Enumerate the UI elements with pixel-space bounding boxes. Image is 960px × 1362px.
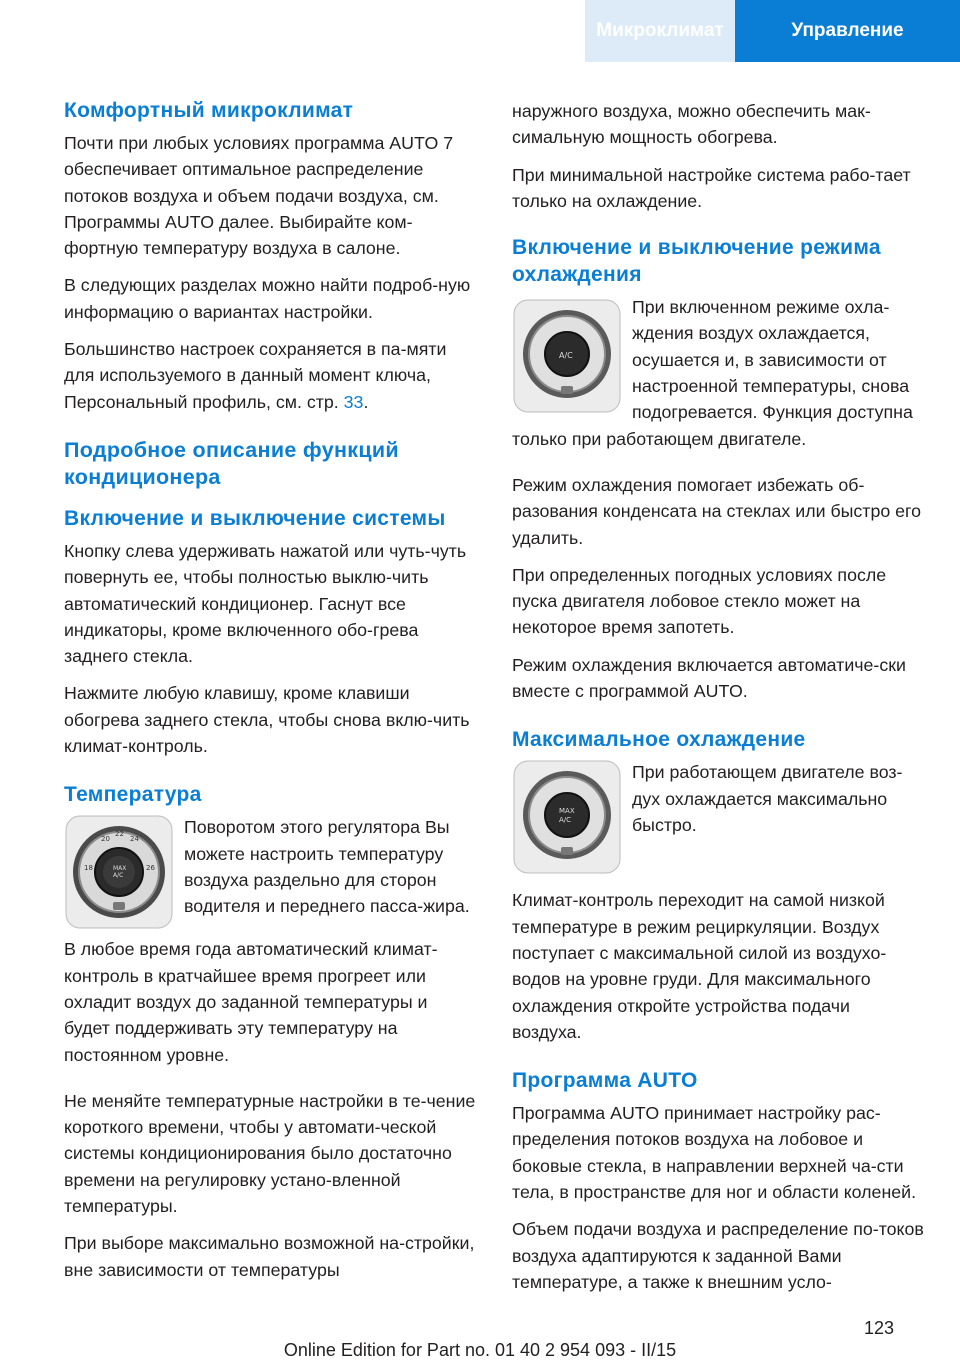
paragraph-end: . <box>363 391 369 412</box>
tab-chapter: Управление <box>735 0 960 62</box>
paragraph: При включенном режиме охла-ждения воздух охлаждается, осушается и, в зависимости от настроенной температуры, снова подогревается. Функция доступна только при работающем двигателе. <box>512 297 913 449</box>
right-column <box>512 98 924 1306</box>
paragraph: Поворотом этого регулятора Вы можете настроить температуру воздуха раздельно для сторон водителя и переднего пасса-жира. <box>184 817 470 917</box>
temp-mark-20: 20 <box>101 835 110 844</box>
paragraph: Объем подачи воздуха и распределение по-токов воздуха адаптируются к заданной Вами температуре, а также к внешним усло- <box>512 1219 924 1292</box>
tab-section: Микроклимат <box>585 0 735 62</box>
paragraph: При минимальной настройке система рабо-тает только на охлаждение. <box>512 164 911 211</box>
temp-mark-24: 24 <box>130 835 139 844</box>
knob-label-max: MAX <box>559 807 575 816</box>
paragraph-text: Большинство настроек сохраняется в па-мяти для используемого в данный момент ключа, Персональный профиль, см. стр. <box>64 339 447 412</box>
left-column <box>64 97 476 1294</box>
heading-max-cooling: Максимальное охлаждение <box>512 728 806 752</box>
knob-label-max: MAX <box>113 865 127 873</box>
heading-cooling: Включение и выключение режима охлаждения <box>512 236 881 287</box>
paragraph: Почти при любых условиях программа AUTO 7 обеспечивает оптимальное распределение потоков воздуха и объем подачи воздуха, см. Программы AUTO далее. Выбирайте ком-фортную температуру воздуха в салоне. <box>64 133 454 259</box>
rear-defrost-icon <box>561 847 573 855</box>
knob-label-ac: A/C <box>559 816 572 825</box>
heading-details: Подробное описание функций кондиционера <box>64 437 399 489</box>
max-ac-knob-icon <box>512 759 622 875</box>
rear-defrost-icon <box>561 386 573 394</box>
paragraph: В следующих разделах можно найти подроб-ную информацию о вариантах настройки. <box>64 275 471 322</box>
paragraph: При выборе максимально возможной на-стройки, вне зависимости от температуры <box>64 1233 475 1280</box>
heading-system: Включение и выключение системы <box>64 506 446 530</box>
paragraph: Программа AUTO принимает настройку рас-пределения потоков воздуха на лобовое и боковые стекла, в направлении верхней ча-сти тела, в пространстве для ног и области коленей. <box>512 1103 917 1203</box>
paragraph: Режим охлаждения включается автоматиче-ски вместе с программой AUTO. <box>512 654 906 702</box>
rear-defrost-icon <box>113 902 125 910</box>
temperature-knob-icon <box>64 814 174 930</box>
temperature-knob-image <box>64 814 174 930</box>
heading-temperature: Температура <box>64 783 202 807</box>
page-number: 123 <box>864 1318 895 1338</box>
paragraph: Климат-контроль переходит на самой низкой температуре в режим рециркуляции. Воздух поступает с максимальной силой из воздухо-водов на уровне груди. Для максимального охлаждения откройте устройства подачи воздуха. <box>512 890 887 1042</box>
knob-label-ac: A/C <box>559 351 573 361</box>
paragraph: В любое время года автоматический климат-контроль в кратчайшее время прогреет или охладит воздух до заданной температуры и будет поддерживать эту температуру на постоянном уровне. <box>64 939 438 1065</box>
knob-label-ac: A/C <box>113 872 124 880</box>
paragraph: Режим охлаждения помогает избежать об-разования конденсата на стеклах или быстро его удалить. <box>512 474 922 548</box>
paragraph: Кнопку слева удерживать нажатой или чуть-чуть повернуть ее, чтобы полностью выклю-чить автоматический кондиционер. Гаснут все индикаторы, кроме включенного обо-грева заднего стекла. <box>64 540 467 667</box>
heading-comfort: Комфортный микроклимат <box>64 99 354 122</box>
footer-edition: Online Edition for Part no. 01 40 2 954 093 - II/15 <box>283 1340 677 1360</box>
temp-mark-18: 18 <box>84 864 93 873</box>
temp-mark-22: 22 <box>115 830 124 839</box>
paragraph: наружного воздуха, можно обеспечить мак-симальную мощность обогрева. <box>512 101 871 148</box>
paragraph-with-reference <box>64 336 476 415</box>
header-tabs <box>585 0 960 62</box>
paragraph: При работающем двигателе воз-дух охлаждается максимально быстро. <box>632 762 903 835</box>
paragraph: Не меняйте температурные настройки в те-чение короткого времени, чтобы у автомати-ческой системы кондиционирования было достаточно времени на регулировку устано-вленной температуры. <box>64 1090 476 1217</box>
page-reference-link[interactable]: 33 <box>343 391 364 412</box>
paragraph: При определенных погодных условиях после пуска двигателя лобовое стекло может на некоторое время запотеть. <box>512 564 887 638</box>
heading-auto-program: Программа AUTO <box>512 1069 698 1093</box>
max-ac-knob-image <box>512 759 622 875</box>
ac-knob-icon <box>512 298 622 414</box>
temp-mark-26: 26 <box>146 864 155 873</box>
paragraph: Нажмите любую клавишу, кроме клавиши обогрева заднего стекла, чтобы снова вклю-чить климат-контроль. <box>64 683 470 757</box>
ac-knob-image <box>512 298 622 414</box>
